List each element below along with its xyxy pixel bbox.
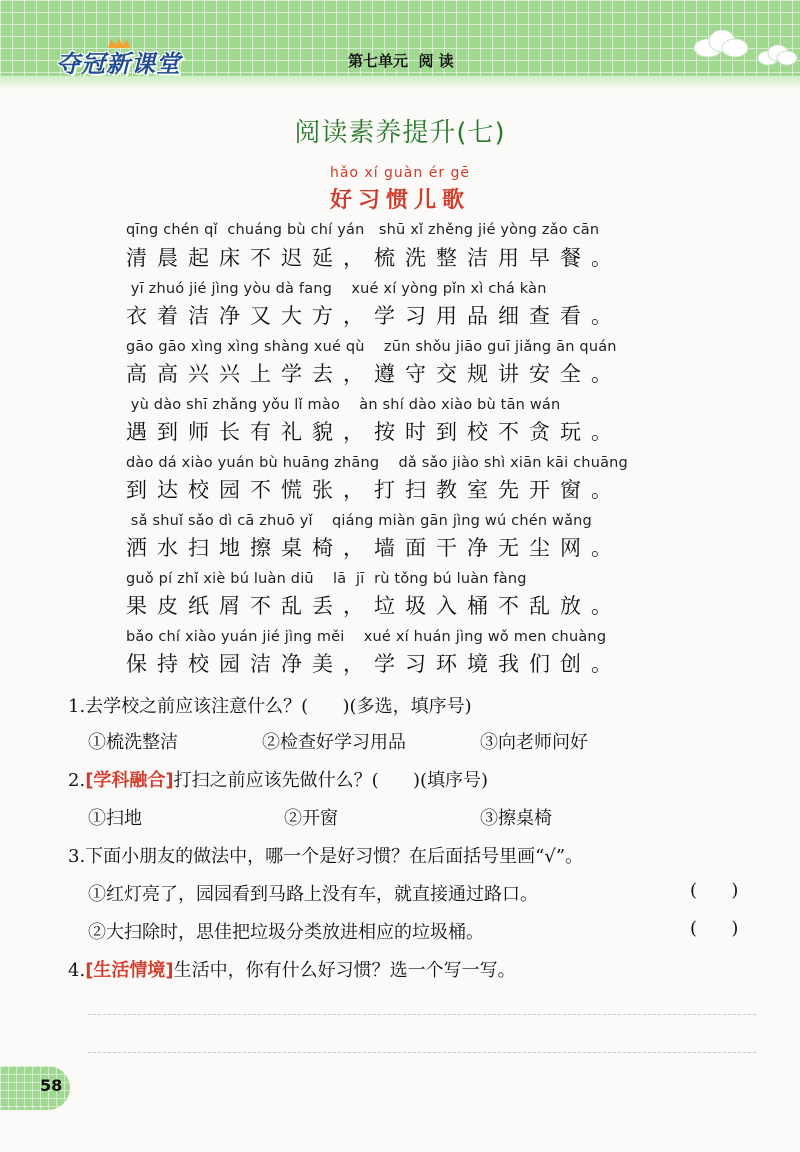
q3-item: ①红灯亮了，园园看到马路上没有车，就直接通过路口。 (88, 884, 538, 905)
poem-line-text: 保持校园洁净美，学习环境我们创。 (126, 652, 622, 676)
poem-line-text: 洒水扫地擦桌椅，墙面干净无尘网。 (126, 536, 622, 560)
poem-line-text: 到达校园不慌张，打扫教室先开窗。 (126, 478, 622, 502)
q2-option: ②开窗 (284, 808, 338, 829)
q3-item: ②大扫除时，思佳把垃圾分类放进相应的垃圾桶。 (88, 922, 484, 943)
poem-line-text: 遇到师长有礼貌，按时到校不贪玩。 (126, 420, 622, 444)
page-number: 58 (40, 1076, 63, 1095)
question-4-number: 4. (68, 960, 86, 981)
q1-option: ①梳洗整洁 (88, 732, 178, 753)
q1-option: ②检查好学习用品 (262, 732, 406, 753)
question-2-text: 打扫之前应该先做什么？( )(填序号) (173, 770, 489, 791)
question-4-tag: [生活情境] (85, 960, 174, 981)
poem-line-pinyin: yù dào shī zhǎng yǒu lǐ mào àn shí dào xiào bù tān wán (126, 397, 561, 413)
poem-line-pinyin: dào dá xiào yuán bù huāng zhāng dǎ sǎo jiào shì xiān kāi chuāng (126, 455, 628, 471)
cloud-icon (690, 26, 750, 60)
poem-title-pinyin: hǎo xí guàn ér gē (329, 165, 471, 181)
q2-option: ①扫地 (88, 808, 142, 829)
poem-line-pinyin: sǎ shuǐ sǎo dì cā zhuō yǐ qiáng miàn gān jìng wú chén wǎng (126, 513, 592, 529)
answer-line[interactable] (88, 1052, 756, 1053)
poem-line-text: 清晨起床不迟延，梳洗整洁用早餐。 (126, 246, 622, 270)
poem-line-text: 果皮纸屑不乱丢，垃圾入桶不乱放。 (126, 594, 622, 618)
question-2 (68, 766, 488, 792)
question-4-text: 生活中，你有什么好习惯？选一个写一写。 (173, 960, 516, 981)
q3-answer-paren[interactable]: ( ) (690, 880, 739, 901)
poem-line-text: 高高兴兴上学去，遵守交规讲安全。 (126, 362, 622, 386)
question-4 (68, 956, 516, 982)
q3-answer-paren[interactable]: ( ) (690, 918, 739, 939)
answer-line[interactable] (88, 1014, 756, 1015)
q1-option: ③向老师问好 (480, 732, 588, 753)
question-2-number: 2. (68, 770, 86, 791)
question-1: 1.去学校之前应该注意什么？( )(多选，填序号) (68, 696, 472, 717)
question-3: 3.下面小朋友的做法中，哪一个是好习惯？在后面括号里画“√”。 (68, 846, 584, 867)
poem-line-text: 衣着洁净又大方，学习用品细查看。 (126, 304, 622, 328)
poem-line-pinyin: bǎo chí xiào yuán jié jìng měi xué xí huán jìng wǒ men chuàng (126, 629, 607, 645)
page-title: 阅读素养提升(七) (294, 118, 506, 148)
q2-option: ③擦桌椅 (480, 808, 552, 829)
question-2-tag: [学科融合] (85, 770, 174, 791)
poem-line-pinyin: yī zhuó jié jìng yòu dà fang xué xí yòng pǐn xì chá kàn (126, 281, 547, 297)
unit-label: 第七单元 阅 读 (348, 52, 454, 70)
brand-logo: 夺冠新课堂 (56, 50, 181, 78)
poem-line-pinyin: qīng chén qǐ chuáng bù chí yán shū xǐ zhěng jié yòng zǎo cān (126, 222, 600, 238)
poem-title: 好习惯儿歌 (329, 188, 470, 213)
poem-line-pinyin: gāo gāo xìng xìng shàng xué qù zūn shǒu jiāo guī jiǎng ān quán (126, 339, 617, 355)
cloud-icon (756, 42, 798, 68)
poem-line-pinyin: guǒ pí zhǐ xiè bú luàn diū lā jī rù tǒng bú luàn fàng (126, 571, 527, 587)
